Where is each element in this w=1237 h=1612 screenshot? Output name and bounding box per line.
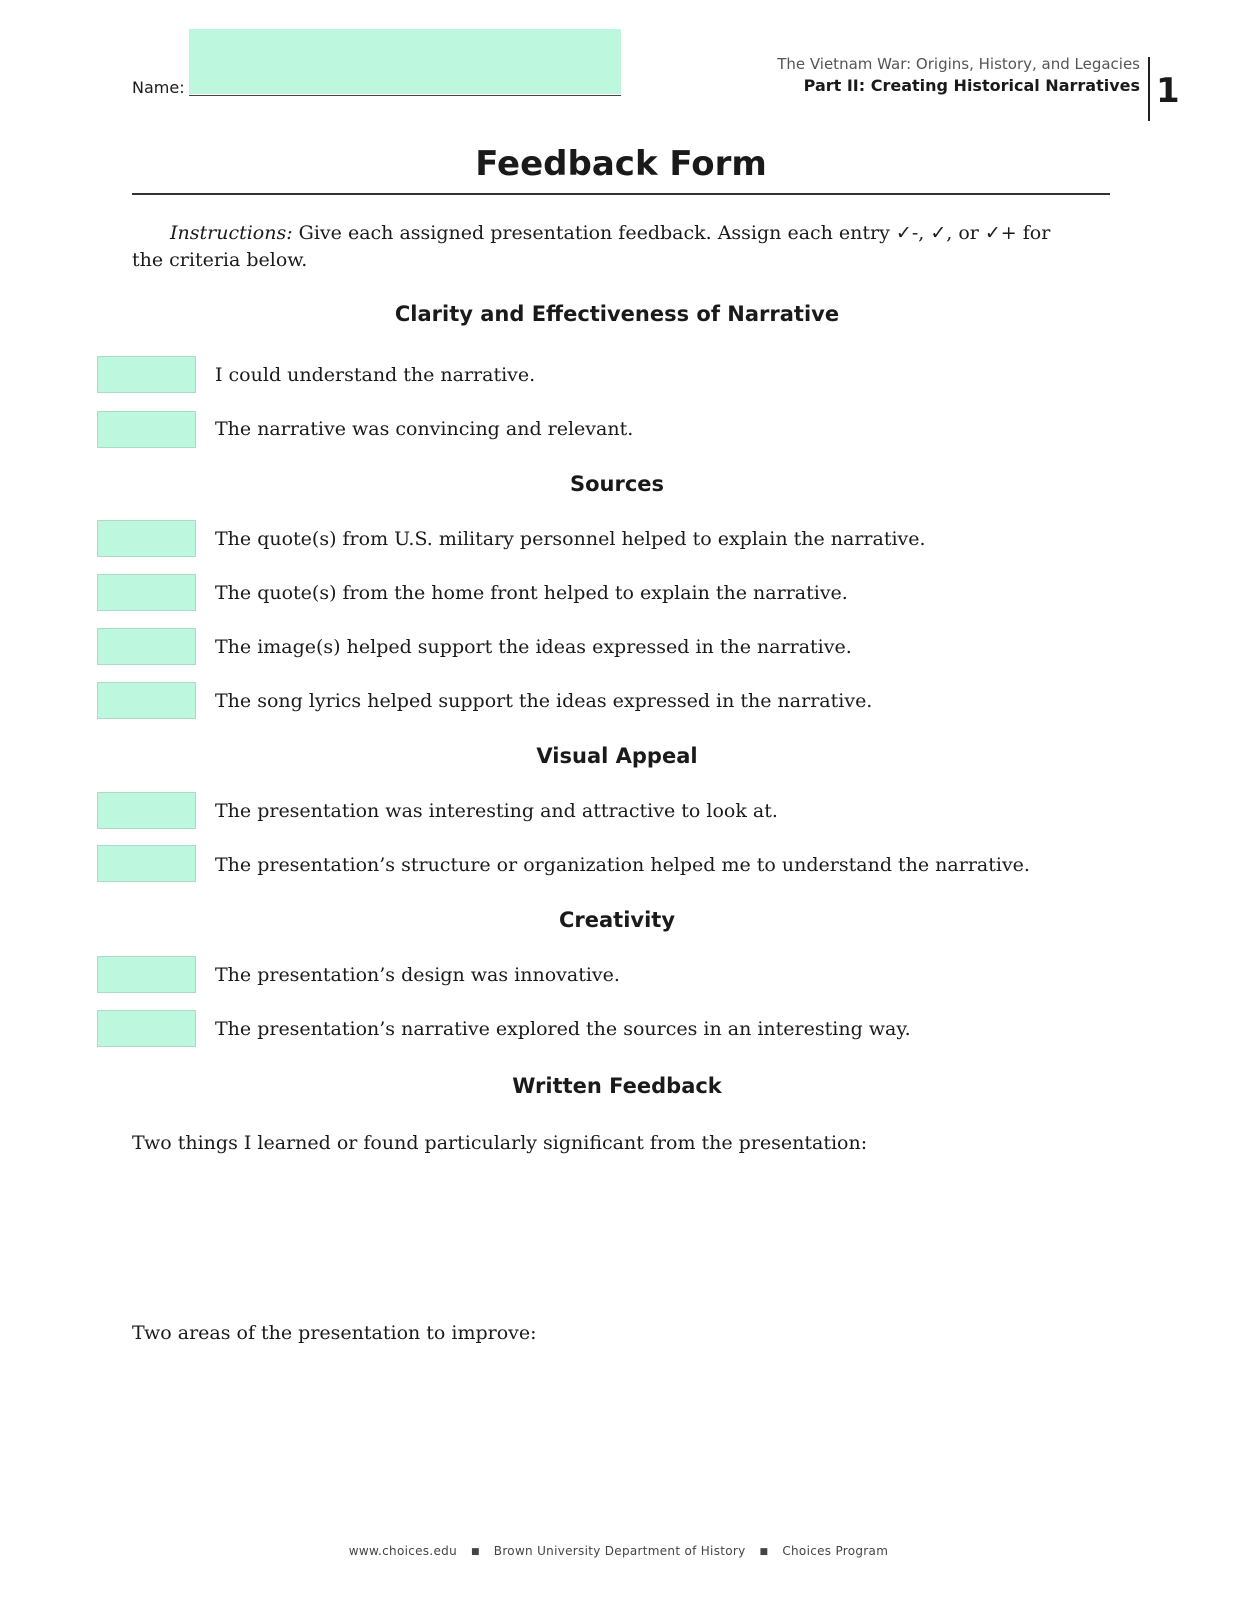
instructions-lead: Instructions: [170,222,293,244]
criterion-visual-2: The presentation’s structure or organization helped me to understand the narrative. [215,854,1030,876]
instructions-text: Give each assigned presentation feedback. Assign each entry ✓-, ✓, or ✓+ for the criteria below. [132,222,1051,271]
criterion-sources-3: The image(s) helped support the ideas expressed in the narrative. [215,636,852,658]
section-heading-written-feedback: Written Feedback [512,1074,722,1098]
section-heading-visual-appeal: Visual Appeal [536,744,698,768]
book-title: The Vietnam War: Origins, History, and Legacies [777,55,1140,73]
prompt-learned: Two things I learned or found particularly significant from the presentation: [132,1132,868,1154]
part-title: Part II: Creating Historical Narratives [803,76,1140,95]
criterion-creativity-2: The presentation’s narrative explored the sources in an interesting way. [215,1018,911,1040]
criterion-clarity-1: I could understand the narrative. [215,364,536,386]
name-field[interactable] [189,29,621,94]
name-underline [189,95,621,96]
criterion-clarity-2: The narrative was convincing and relevant. [215,418,634,440]
footer-separator-icon: ■ [759,1547,769,1557]
section-heading-sources: Sources [569,472,665,496]
criterion-visual-1: The presentation was interesting and attractive to look at. [215,800,778,822]
instructions [132,220,1072,274]
rating-field-clarity-1[interactable] [97,356,196,393]
title-rule [132,193,1110,195]
rating-field-sources-1[interactable] [97,520,196,557]
criterion-creativity-1: The presentation’s design was innovative. [215,964,620,986]
rating-field-sources-4[interactable] [97,682,196,719]
rating-field-sources-3[interactable] [97,628,196,665]
name-label: Name: [132,78,185,97]
page-title: Feedback Form [475,144,767,184]
section-heading-clarity: Clarity and Effectiveness of Narrative [394,302,840,326]
footer-website: www.choices.edu [348,1544,457,1558]
rating-field-sources-2[interactable] [97,574,196,611]
footer [0,1544,1237,1558]
rating-field-creativity-1[interactable] [97,956,196,993]
rating-field-visual-2[interactable] [97,845,196,882]
footer-separator-icon: ■ [470,1547,480,1557]
rating-field-clarity-2[interactable] [97,411,196,448]
prompt-improve: Two areas of the presentation to improve: [132,1322,537,1344]
section-heading-creativity: Creativity [558,908,676,932]
criterion-sources-4: The song lyrics helped support the ideas expressed in the narrative. [215,690,873,712]
page-number: 1 [1156,71,1180,111]
header-divider [1148,57,1150,121]
criterion-sources-2: The quote(s) from the home front helped to explain the narrative. [215,582,848,604]
criterion-sources-1: The quote(s) from U.S. military personnel helped to explain the narrative. [215,528,926,550]
footer-program: Choices Program [782,1544,889,1558]
rating-field-visual-1[interactable] [97,792,196,829]
footer-department: Brown University Department of History [493,1544,746,1558]
rating-field-creativity-2[interactable] [97,1010,196,1047]
